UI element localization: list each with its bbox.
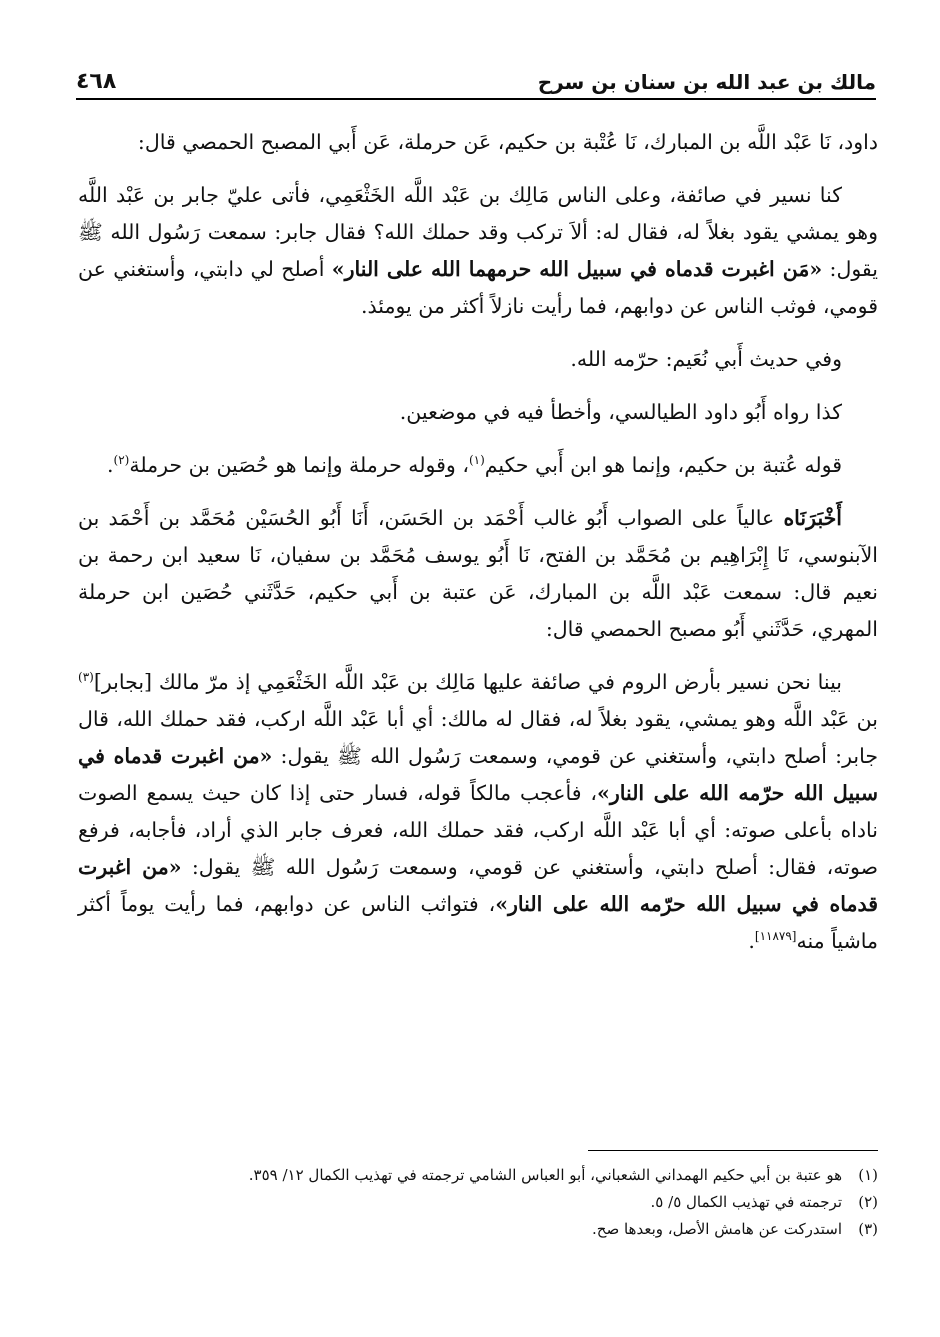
paragraph-correction xyxy=(78,447,878,484)
paragraph-isnad-2 xyxy=(78,500,878,648)
narration-text: ، فأعجب مالكاً قوله، فسار حتى إذا كان حيث يسمع الصوت ناداه بأعلى صوته: أي أبا عَبْد اللَّه اركب، فقد حملك الله، فعرف جابر الذي أراد، فأجابه، فرفع صوته، فقال: أصلح دابتي، وأستغني عن قومي، وسمعت رَسُول الله ﷺ يقول: xyxy=(78,781,878,879)
narration-text: أصلح لي دابتي، وأستغني عن قومي، فوثب الناس عن دوابهم، فما رأيت نازلاً أكثر من يومئذ. xyxy=(78,257,878,318)
narration-text: . xyxy=(748,929,755,953)
correction-text: ، وقوله حرملة وإنما هو حُصَين بن حرملة xyxy=(129,453,469,477)
footnote-text: ترجمته في تهذيب الكمال ٥/ ٥. xyxy=(650,1193,842,1211)
running-title: مالك بن عبد الله بن سنان بن سرح xyxy=(537,70,876,94)
hadith-quote: «مَن اغبرت قدماه في سبيل الله حرمهما الله على النار» xyxy=(331,257,823,281)
footnote-item xyxy=(78,1162,878,1189)
hadith-number: [١١٨٧٩] xyxy=(754,929,797,944)
paragraph-tayalisi: كذا رواه أَبُو داود الطيالسي، وأخطأ فيه في موضعين. xyxy=(399,400,842,424)
paragraph-isnad-opening: داود، نَا عَبْد اللَّه بن المبارك، نَا عُتْبة بن حكيم، عَن حرملة، عَن أَبي المصبح الحمصي قال: xyxy=(137,130,878,154)
paragraph-narration-1 xyxy=(78,177,878,325)
narration-text: بينا نحن نسير بأرض الروم في صائفة عليها مَالِك بن عَبْد اللَّه الخَثْعَمِي إذ مرّ مالك [بجابر] xyxy=(93,670,842,694)
page-number: ٤٦٨ xyxy=(76,69,117,94)
narration-text: كنا نسير في صائفة، وعلى الناس مَالِك بن عَبْد اللَّه الخَثْعَمِي، فأتى عليّ جابر بن عَبْد اللَّه وهو يمشي يقود بغلاً له، فقال له: ألاَ تركب وقد حملك الله؟ فقال جابر: سمعت رَسُول الله ﷺ يقول: xyxy=(78,183,878,281)
footnote-reference[interactable]: (١) xyxy=(468,453,485,468)
footnotes-section xyxy=(78,1162,878,1243)
page-header xyxy=(76,58,876,100)
narration-text: ، فتواثب الناس عن دوابهم، فما رأيت يوماً أكثر ماشياً منه xyxy=(78,892,878,953)
footnote-text: استدركت عن هامش الأصل، وبعدها صح. xyxy=(592,1220,842,1238)
isnad-text: عالياً على الصواب أَبُو غالب أَحْمَد بن الحَسَن، أَنَا أَبُو الحُسَيْن مُحَمَّد بن أَحْمَد بن الآبنوسي، نَا إِبْرَاهِيم بن مُحَمَّد بن الفتح، نَا أَبُو يوسف مُحَمَّد بن سفيان، نَا سعيد ابن رحمة بن نعيم قال: سمعت عَبْد اللَّه بن المبارك، عَن عتبة بن أَبي حكيم، حَدَّثَني حُصَين ابن حرملة المهري، حَدَّثَني أَبُو مصبح الحمصي قال: xyxy=(78,506,878,641)
footnote-text: هو عتبة بن أبي حكيم الهمداني الشعباني، أبو العباس الشامي ترجمته في تهذيب الكمال ١٢/ ٣٥٩. xyxy=(248,1166,842,1184)
correction-text: . xyxy=(107,453,114,477)
footnote-item xyxy=(78,1216,878,1243)
footnote-reference[interactable]: (٣) xyxy=(78,670,94,685)
footnote-item xyxy=(78,1189,878,1216)
footnote-divider xyxy=(588,1150,878,1151)
hadith-quote: «من اغبرت قدماه في سبيل الله حرّمه الله على النار» xyxy=(78,744,878,805)
correction-text: قوله عُتبة بن حكيم، وإنما هو ابن أَبي حكيم xyxy=(484,453,842,477)
paragraph-narration-2 xyxy=(78,664,878,960)
hadith-quote: «من اغبرت قدماه في سبيل الله حرّمه الله على النار» xyxy=(78,855,879,916)
paragraph-abu-nuaym: وفي حديث أَبي نُعَيم: حرّمه الله. xyxy=(570,347,842,371)
main-text xyxy=(78,124,878,976)
narration-text: بن عَبْد اللَّه وهو يمشي، يقود بغلاً له، فقال له مالك: أي أبا عَبْد اللَّه اركب، فقد حملك الله، قال جابر: أصلح دابتي، وأستغني عن قومي، وسمعت رَسُول الله ﷺ يقول: xyxy=(78,707,878,768)
footnote-number: (٣) xyxy=(858,1220,878,1238)
akhbarana-lead: أَخْبَرَنَاه xyxy=(783,506,842,530)
footnote-number: (١) xyxy=(858,1166,878,1184)
footnote-reference[interactable]: (٢) xyxy=(113,453,130,468)
footnote-number: (٢) xyxy=(858,1193,878,1211)
